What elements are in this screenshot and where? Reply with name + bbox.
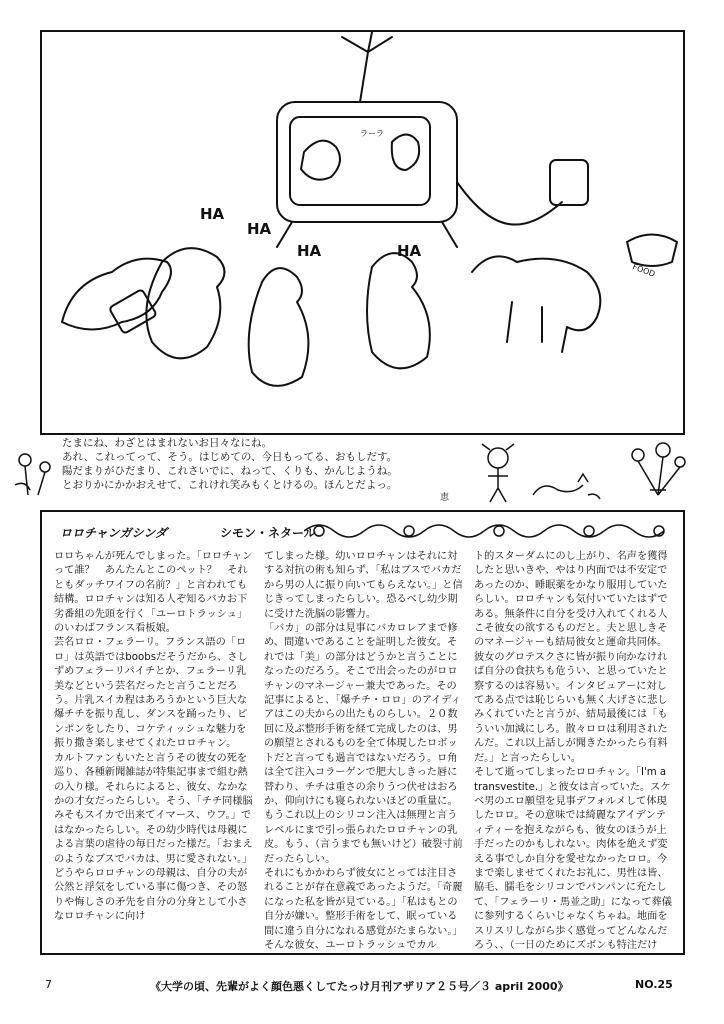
dogs-watching-tv-drawing xyxy=(42,32,683,433)
paragraph: カルトファンもいたと言うその彼女の死を巡り、各種新聞雑誌が特集記事まで組む熱の入り様。それらによると、彼女、なかなかの才女だったらしい。そう、「チチ同様脳みそもスイカで出来てイマース、ウフ。」ではなかったらしい。その幼少時代は母親による言葉の虐待の毎日だった様だ。「おまえのようなブスでバカは、男に愛されない。」どうやらロロチャンの母親は、自分の夫が公然と浮気をしている事に傷つき、その怒りや悔しさの矛先を自分の分身として小さなロロチャンに向け xyxy=(54,752,253,923)
article-column-2 xyxy=(264,550,464,950)
note-line: とおりかにかかおえせて、これけれ笑みもくとけるの。ほんとだよっ。 xyxy=(62,479,398,491)
footer-title: 《大学の頃、先輩がよく顔色悪くしてたっけ月刊アザリア２５号／３ april 2000》 xyxy=(150,980,569,993)
article-title: ロロチャンガシンダ xyxy=(60,526,167,540)
bouquet-doodle-icon xyxy=(618,440,698,505)
paragraph: ロロちゃんが死んでしまった。「ロロチャンって誰？ あんたんとこのペット？ それともダッチワイフの名前？」と言われても結構。ロロチャンは知る人ぞ知るバカお下劣番組の先頭を行く「ユーロトラッシュ」のいわばフランス看板娘。 xyxy=(54,551,253,635)
paragraph: ト的スターダムにのし上がり、名声を獲得したと思いきや、やはり内面では不安定であったのか、睡眠薬をかなり服用していたらしい。ロロチャンも気付いていたはずである。無条件に自分を受け入れてくれる人こそ彼女の欲するものだと。夫と思しきそのマネージャーも結局彼女と運命共同体。彼女のグロテスクさに皆が振り向かなければ自分の食扶ちも危うい、と思っていたと察するのは容易い。インタビュアーに対してある点では恥じらいも無く大げさに悲しみくれていたと言うが、結局最後には「もういい加減にしろ。散々ロロは利用されたんだ。これ以上話しが聞きたかったら有料だ。」と言ったらしい。 xyxy=(474,551,668,764)
girl-doodle-icon xyxy=(470,440,530,505)
sound-ha-2: HA xyxy=(247,220,272,238)
sound-ha-4: HA xyxy=(397,242,422,260)
sound-ha-3: HA xyxy=(297,242,322,260)
sound-ha-1: HA xyxy=(200,205,225,223)
article-columns xyxy=(54,550,674,950)
paragraph: それにもかかわらず彼女にとっては注目されることが存在意義であったようだ。「奇麗になった私を皆が見ている。」「私はもとの自分が嫌い。整形手術をして、眠っている間に違う自分になれる感覚がたまらない。」 xyxy=(264,867,463,937)
wall-socket-icon xyxy=(550,160,588,205)
page-number: 7 xyxy=(45,978,52,991)
paragraph: 「バカ」の部分は見事にバカロレアまで修め、間違いであることを証明した彼女。それでは「美」の部分はどうかと言うことになったのだろう。そこで出会ったのがロロチャンのマネージャー兼夫であった。その記事によると、「爆チチ・ロロ」のアイディアはこの夫からの出たものらしい。２０数回に及ぶ整形手術を経て完成したのは、男の願望とされるものを全て体現したロボットだと言っても過言ではないだろう。ロ角は全て注入コラーゲンで肥大しきった唇に替わり、チチは重さの余りうつ伏せはおろか、仰向けにも寝られないほどの重量に。もうこれ以上のシリコン注入は無理と言うレベルにまで引っ張られたロロチャンの乳皮。もう、（言うまでも無いけど）破裂寸前だったらしい。 xyxy=(264,623,463,865)
note-line: 陽だまりがひだまり、これさいでに、ねって、くりも、かんじようね。 xyxy=(62,465,398,477)
flower-border-icon xyxy=(304,518,674,544)
flower-doodle-icon xyxy=(10,445,60,500)
article-column-1 xyxy=(54,550,254,950)
paragraph: てしまった様。幼いロロチャンはそれに対する対抗の術も知らず、「私はブスでバカだから男の人に振り向いてもらえない。」と信じきってしまったらしい。恐るべし幼少期に受けた洗脳の影響力。 xyxy=(264,551,463,620)
cat-doodle-icon xyxy=(528,470,608,505)
note-line: あれ、これってって、そう。はじめての、今日もってる、おもしだす。 xyxy=(62,451,398,463)
note-line: たまにね、わざとはまれないお日々なにね。 xyxy=(62,437,272,449)
paragraph: そんな彼女、ユーロトラッシュでカル xyxy=(264,939,437,950)
paragraph: 芸名ロロ・フェラーリ。フランス語の「ロロ」は英語ではboobsだそうだから、さしずめフェラーリパイチとか、フェラーリ乳美などという芸名だったと言うことだろう。片乳スイカ程はあろうかという巨大な爆チチを振り乱し、ダンスを踊ったり、ピンポンをしたり、コケティッシュな魅力を振り撒き楽しませてくれたロロチャン。 xyxy=(54,637,248,750)
paragraph: そして逝ってしまったロロチャン。「I'm a transvestite.」と彼女は言っていた。スケベ男のエロ願望を見事デフォルメして体現したロロ。その意味では綺麗なアイデンティティーを抱えながらも、彼女のほうが上手だったのかもしれない。肉体を絶えず変える事でしか自分を愛せなかったロロ。今まで楽しませてくれたお礼に、男性は皆、脇毛、臑毛をシリコンでパンパンに充たして、「フェラーリ・馬並之助」になって葬儀に参列するくらいじゃなくちゃね。地面をスリスリしながら歩く感覚ってどんなんだろう、、（一日のためにズボンも特注だけ xyxy=(474,767,672,950)
article-column-3 xyxy=(474,550,674,950)
article-box xyxy=(40,510,685,955)
handwritten-note xyxy=(62,436,398,492)
food-label: FOOD xyxy=(631,262,657,279)
issue-number: NO.25 xyxy=(635,978,673,991)
tv-caption: ラーラ xyxy=(360,129,384,138)
antenna-icon xyxy=(342,32,392,102)
illustration-frame xyxy=(40,30,685,435)
signature: 恵 xyxy=(440,493,450,503)
article-author: シモン・ネタール xyxy=(220,526,316,540)
